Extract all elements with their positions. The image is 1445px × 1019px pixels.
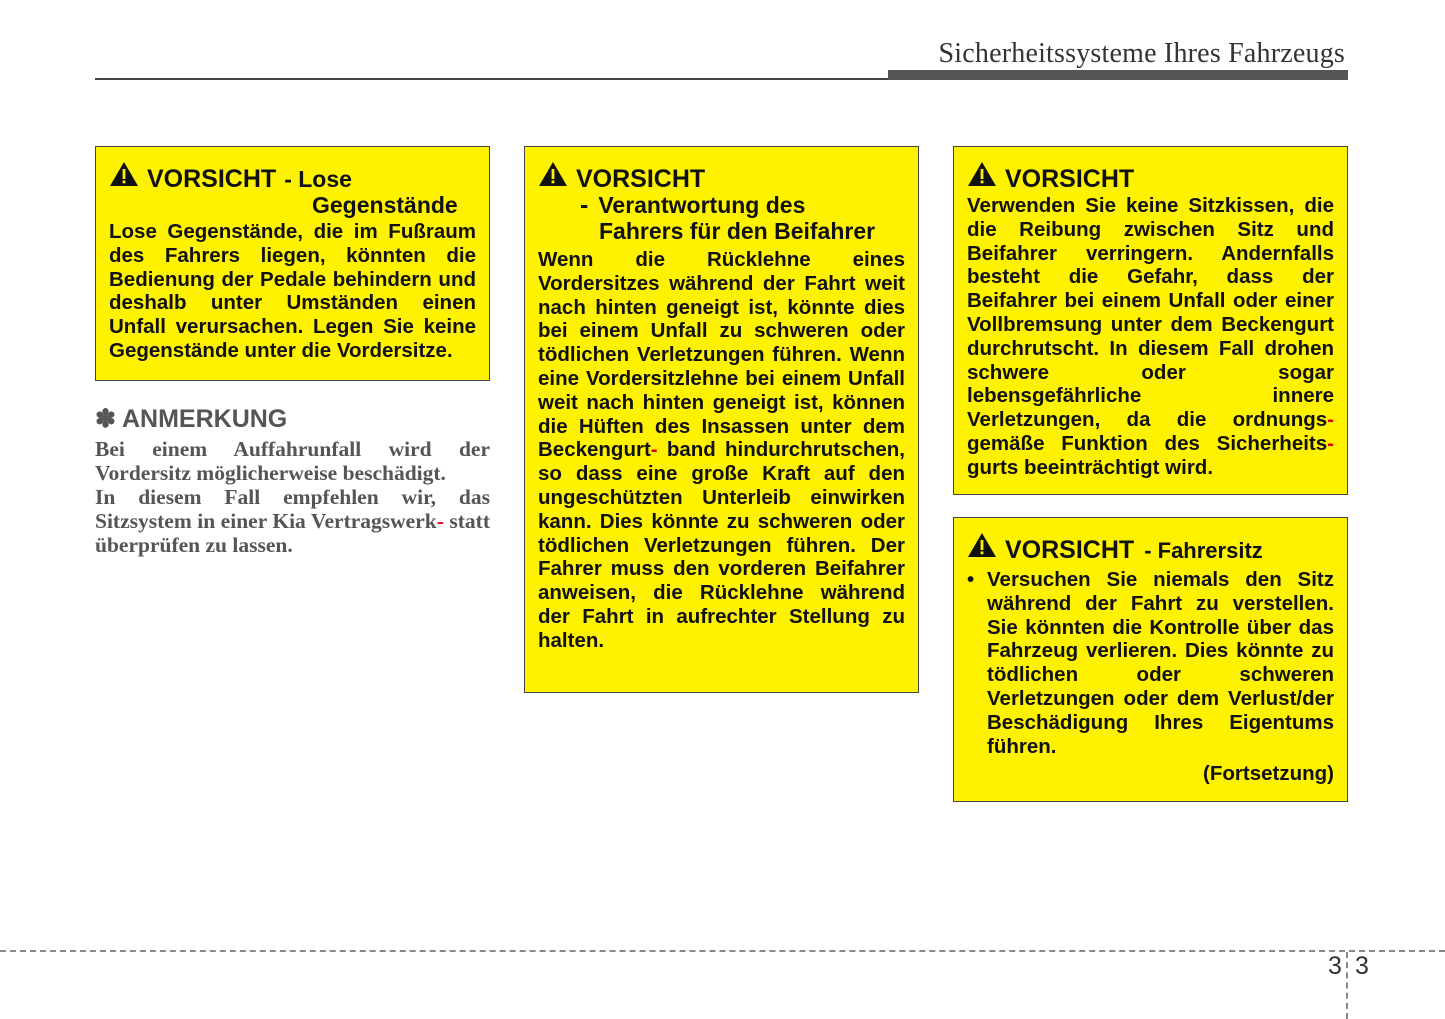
caution-title	[967, 161, 1334, 192]
warning-triangle-icon	[538, 161, 568, 187]
note-heading	[95, 404, 287, 434]
bullet-item	[967, 568, 1334, 758]
caution-label: VORSICHT	[576, 165, 706, 193]
caution-subtitle-cont: Fahrers für den Beifahrer	[599, 218, 876, 244]
header-bar	[888, 70, 1348, 80]
caution-title	[967, 532, 1334, 564]
caution-dash: -	[580, 191, 589, 219]
caution-text: Verwenden Sie keine Sitzkissen, die die Reibung zwischen Sitz und Beifahrer verringern. Andernfalls besteht die Gefahr, dass der Beifahrer bei einem Unfall oder einer Vollbremsung unter dem Beckengurt durchrutscht. In diesem Fall drohen schwere oder sogar lebensgefährliche innere Verletzungen, da die ordnungs- gemäße Funktion des Sicherheits- gurts beeinträchtigt wird.	[967, 194, 1334, 479]
asterisk-icon: ✽	[95, 405, 116, 433]
warning-triangle-icon	[109, 161, 139, 187]
note-paragraph-2: In diesem Fall empfehlen wir, das Sitzsystem in einer Kia Vertragswerk- statt überprüfen zu lassen.	[95, 485, 490, 557]
caution-text: Lose Gegenstände, die im Fußraum des Fahrers liegen, könnten die Bedienung der Pedale behindern und deshalb unter Umständen einen Unfall verursachen. Legen Sie keine Gegenstände unter die Vordersitze.	[109, 220, 476, 362]
caution-title	[109, 161, 476, 192]
page-header-title: Sicherheitssysteme Ihres Fahrzeugs	[938, 38, 1345, 69]
caution-subtitle: - Fahrersitz	[1144, 538, 1263, 563]
note-text	[95, 437, 490, 557]
bullet-icon: •	[967, 568, 975, 591]
page-number: 3	[1355, 952, 1369, 980]
chapter-number: 3	[1328, 952, 1342, 980]
caution-title	[538, 161, 905, 192]
page-number-divider	[1346, 952, 1348, 1019]
header-rule	[95, 78, 890, 80]
caution-box-driver-responsibility	[524, 146, 919, 693]
note-paragraph-1: Bei einem Auffahrunfall wird der Vordersitz möglicherweise beschädigt.	[95, 437, 490, 485]
continued-label: (Fortsetzung)	[1203, 762, 1334, 786]
caution-text: Wenn die Rücklehne eines Vordersitzes während der Fahrt weit nach hinten geneigt ist, könnte dies bei einem Unfall zu schweren oder tödlichen Verletzungen führen. Wenn eine Vordersitzlehne bei einem Unfall weit nach hinten geneigt ist, können die Hüften des Insassen unter dem Beckengurt- band hindurchrutschen, so dass eine große Kraft auf den ungeschützten Unterleib einwirken kann. Dies könnte zu schweren oder tödlichen Verletzungen führen. Der Fahrer muss den vorderen Beifahrer anweisen, die Rücklehne während der Fahrt in aufrechter Stellung zu halten.	[538, 248, 905, 652]
warning-triangle-icon	[967, 161, 997, 187]
caution-label: VORSICHT	[1005, 165, 1135, 193]
caution-subtitle: - Lose	[284, 166, 352, 192]
note-title: ANMERKUNG	[121, 405, 288, 433]
caution-subtitle: Verantwortung des	[598, 192, 806, 218]
caution-text: Versuchen Sie niemals den Sitz während der Fahrt zu verstellen. Sie könnten die Kontrolle über das Fahrzeug verlieren. Dies könnte zu tödlichen oder schweren Verletzungen oder dem Verlust/der Beschädigung Ihres Eigentums führen.	[987, 568, 1334, 758]
caution-subtitle-cont: Gegenstände	[312, 192, 458, 218]
caution-box-seat-cushions	[953, 146, 1348, 495]
caution-label: VORSICHT	[1005, 536, 1135, 564]
warning-triangle-icon	[967, 532, 997, 558]
caution-box-loose-objects	[95, 146, 490, 381]
footer-rule	[0, 950, 1445, 952]
caution-box-driver-seat	[953, 517, 1348, 802]
caution-label: VORSICHT	[147, 165, 277, 193]
